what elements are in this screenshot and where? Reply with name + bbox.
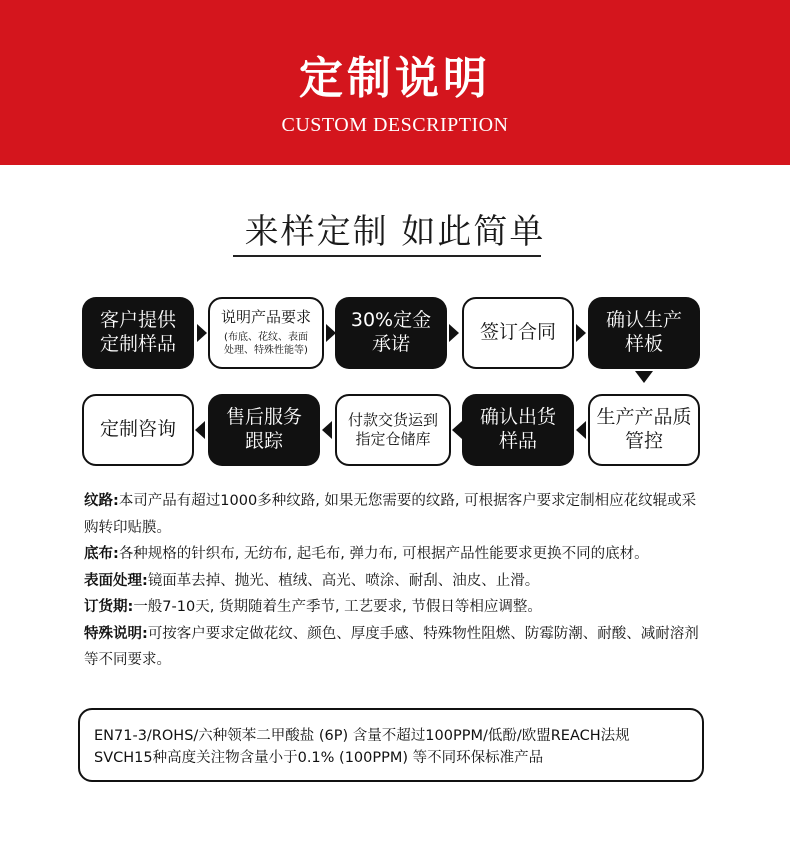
step-deposit — [335, 297, 447, 369]
step-customer-sample — [82, 297, 194, 369]
page-subtitle: CUSTOM DESCRIPTION — [281, 114, 509, 136]
detail-base-fabric: 底布:各种规格的针织布, 无纺布, 起毛布, 弹力布, 可根据产品性能要求更换不同的底材。 — [84, 546, 649, 562]
step-label-line2: 管控 — [624, 430, 663, 452]
step-note: (布底、花纹、表面 处理、特殊性能等) — [224, 331, 308, 357]
step-contract — [462, 297, 574, 369]
compliance-notice — [78, 708, 704, 782]
step-label-line1: 确认生产 — [605, 309, 682, 332]
step-product-requirements — [208, 297, 324, 369]
detail-surface-treatment: 表面处理:镜面革去掉、抛光、植绒、高光、喷涂、耐刮、油皮、止滑。 — [84, 572, 540, 589]
step-label-line2: 样品 — [498, 430, 537, 452]
detail-lead-time: 订货期:一般7-10天, 货期随着生产季节, 工艺要求, 节假日等相应调整。 — [84, 599, 542, 615]
step-payment-delivery — [335, 394, 451, 466]
step-consultation — [82, 394, 194, 466]
step-label-line1: 付款交货运到 — [347, 411, 438, 430]
arrow-left-icon — [452, 421, 462, 439]
arrow-right-icon — [449, 324, 459, 342]
notice-line: EN71-3/ROHS/六种领苯二甲酸盐 (6P) 含量不超过100PPM/低酚/欧盟REACH法规 — [94, 728, 630, 744]
step-after-sales — [208, 394, 320, 466]
arrow-down-icon — [635, 371, 653, 383]
detail-special-notes: 特殊说明:可按客户要求定做花纹、颜色、厚度手感、特殊物性阻燃、防霉防潮、耐酸、减耐溶剂等不同要求。 — [84, 625, 699, 668]
page-title: 定制说明 — [299, 53, 491, 104]
step-label-line1: 客户提供 — [99, 309, 176, 332]
details-section — [84, 488, 704, 674]
step-label-line1: 30%定金 — [350, 309, 432, 332]
arrow-left-icon — [322, 421, 332, 439]
step-label: 定制咨询 — [99, 418, 176, 441]
step-label: 签订合同 — [479, 321, 556, 344]
step-label-line2: 定制样品 — [99, 333, 176, 355]
step-confirm-shipment-sample — [462, 394, 574, 466]
step-label-line2: 样板 — [624, 333, 663, 355]
arrow-left-icon — [576, 421, 586, 439]
step-label-line2: 跟踪 — [244, 430, 283, 452]
step-label-line1: 生产产品质 — [596, 406, 692, 429]
arrow-right-icon — [197, 324, 207, 342]
step-quality-control — [588, 394, 700, 466]
step-confirm-production-sample — [588, 297, 700, 369]
step-label-line1: 售后服务 — [225, 406, 302, 429]
slogan-underline — [233, 255, 541, 257]
step-label-line2: 承诺 — [371, 333, 410, 355]
notice-line: SVCH15种高度关注物含量小于0.1% (100PPM) 等不同环保标准产品 — [94, 750, 544, 766]
detail-pattern: 纹路:本司产品有超过1000多种纹路, 如果无您需要的纹路, 可根据客户要求定制相应花纹辊或采购转印贴膜。 — [84, 493, 697, 536]
arrow-right-icon — [576, 324, 586, 342]
header-banner — [0, 0, 790, 165]
slogan-heading: 来样定制 如此简单 — [244, 212, 546, 252]
step-label-line2: 指定仓储库 — [355, 430, 431, 448]
step-label-line1: 确认出货 — [479, 406, 556, 429]
step-label: 说明产品要求 — [220, 308, 311, 327]
arrow-left-icon — [195, 421, 205, 439]
